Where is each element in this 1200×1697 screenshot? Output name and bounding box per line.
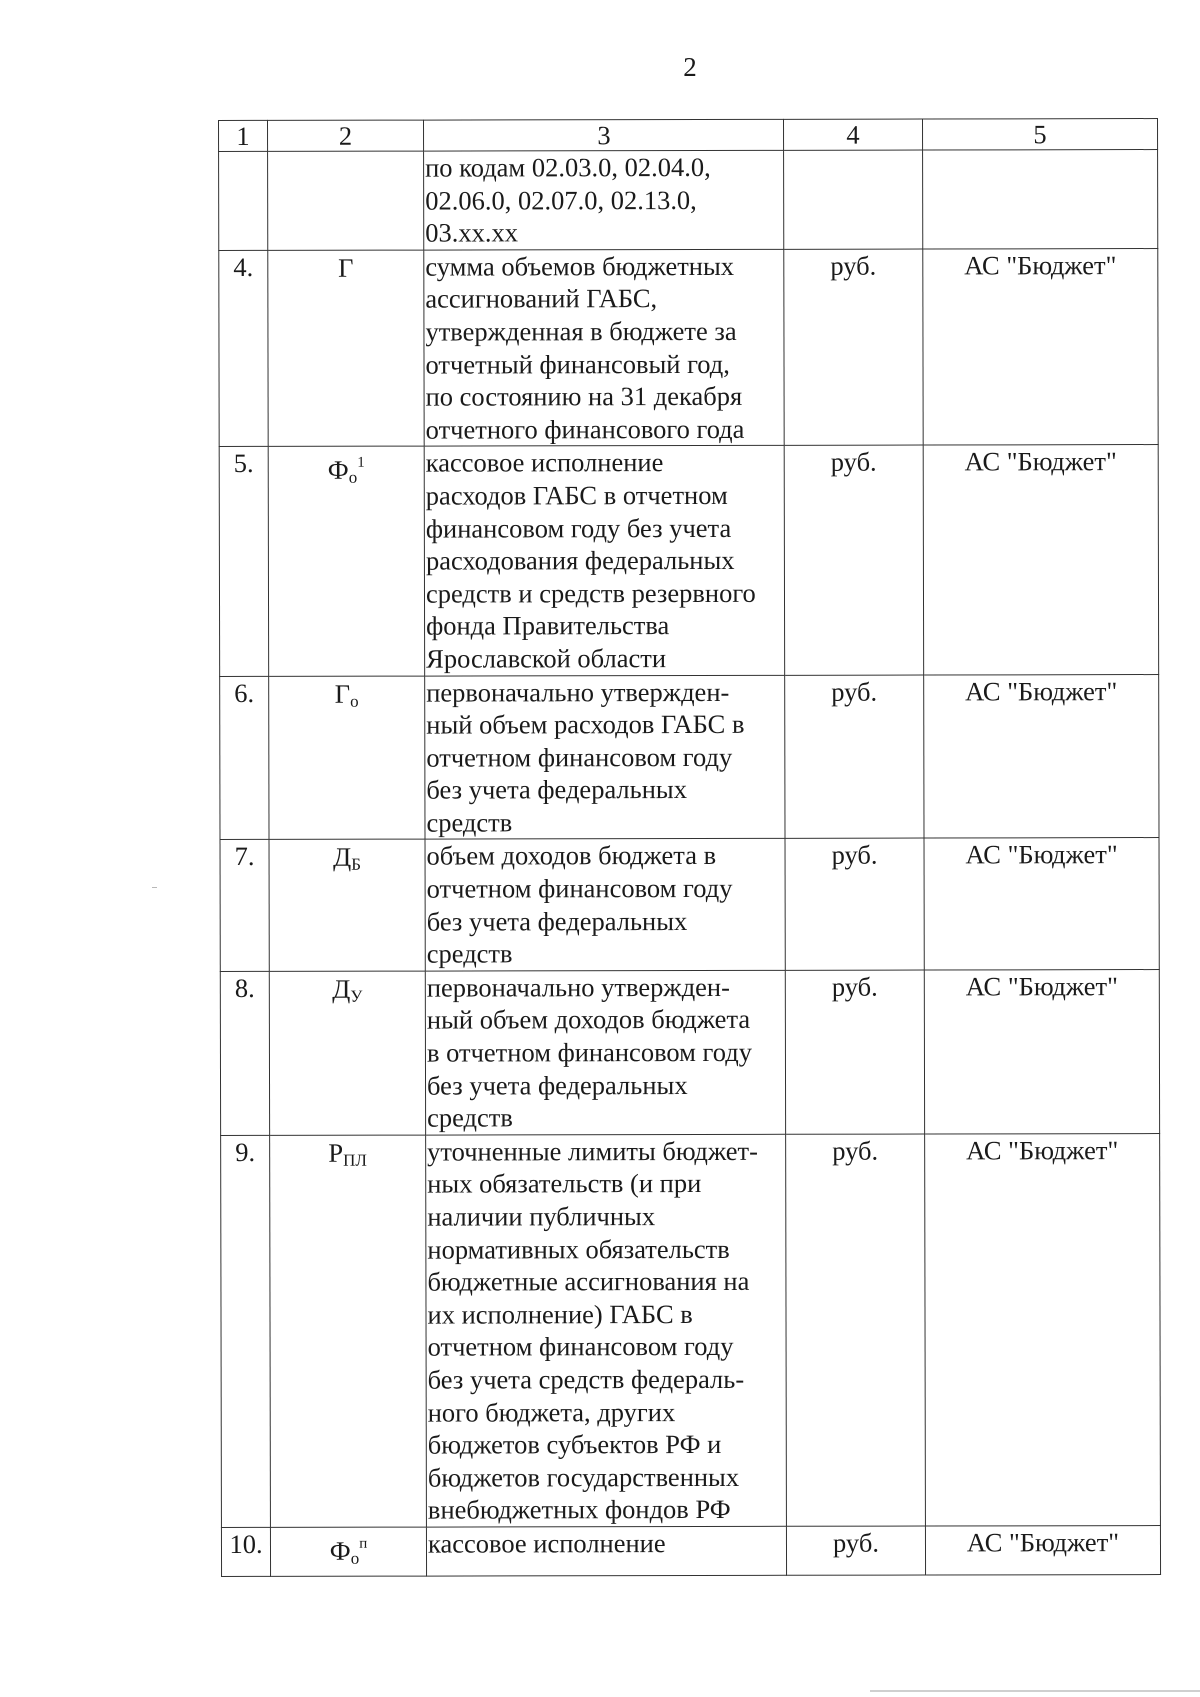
symbol-letter: Г <box>338 252 354 283</box>
table-row <box>220 674 1159 840</box>
row-number: 5. <box>219 447 268 676</box>
page-number: 2 <box>683 52 697 82</box>
indicator-symbol <box>268 151 424 250</box>
unit-of-measure: руб. <box>785 838 924 970</box>
data-source: АС "Бюджет" <box>925 1133 1161 1526</box>
indicator-description: по кодам 02.03.0, 02.04.0, 02.06.0, 02.07.0, 02.13.0, 03.хх.хх <box>424 150 784 250</box>
symbol-letter: Г <box>334 678 351 709</box>
row-number: 7. <box>220 840 269 971</box>
indicator-symbol <box>269 676 425 840</box>
data-source: АС "Бюджет" <box>925 1525 1160 1574</box>
indicator-table <box>218 118 1161 1576</box>
symbol-subscript: о <box>350 691 359 711</box>
unit-of-measure: руб. <box>786 1526 925 1575</box>
table-row <box>220 969 1159 1135</box>
unit-of-measure: руб. <box>785 970 924 1134</box>
unit-of-measure: руб. <box>784 445 923 674</box>
indicator-symbol <box>268 250 424 447</box>
row-number: 10. <box>221 1527 270 1576</box>
unit-of-measure: руб. <box>785 675 924 839</box>
symbol-letter: Д <box>333 842 352 873</box>
table-row <box>221 1525 1160 1576</box>
symbol-subscript: У <box>350 986 363 1006</box>
indicator-description: первоначально утвержден- ный объем доходов бюджета в отчетном финансовом году без учета федеральных средств <box>425 970 785 1135</box>
indicator-description: кассовое исполнение расходов ГАБС в отчетном финансовом году без учета расходования федеральных средств и средств резервного фонда Правительства Ярославской области <box>424 446 784 676</box>
row-number: 9. <box>221 1135 271 1527</box>
scan-edge-mark <box>870 1690 1200 1692</box>
indicator-description: сумма объемов бюджетных ассигнований ГАБС, утвержденная в бюджете за отчетный финансовый год, по состоянию на 31 декабря отчетного финансового года <box>424 249 784 446</box>
table-row <box>220 838 1159 971</box>
table-row <box>219 248 1158 447</box>
unit-of-measure: руб. <box>784 249 923 446</box>
data-source: АС "Бюджет" <box>924 969 1159 1133</box>
table-row <box>221 1133 1161 1527</box>
unit-of-measure: руб. <box>786 1134 926 1526</box>
scan-artifact <box>152 887 157 888</box>
table-body <box>219 150 1161 1576</box>
indicator-symbol <box>270 1135 427 1527</box>
data-source: АС "Бюджет" <box>924 838 1159 970</box>
symbol-letter: Р <box>328 1137 344 1168</box>
data-source: АС "Бюджет" <box>923 445 1158 675</box>
indicator-description: объем доходов бюджета в отчетном финансовом году без учета федеральных средств <box>425 839 785 971</box>
indicator-description: первоначально утвержден- ный объем расходов ГАБС в отчетном финансовом году без учета федеральных средств <box>425 675 785 840</box>
table-header-row <box>219 119 1158 152</box>
row-number: 8. <box>220 971 269 1135</box>
indicator-description: кассовое исполнение <box>426 1526 786 1575</box>
data-source: АС "Бюджет" <box>923 248 1158 445</box>
symbol-superscript: 1 <box>357 455 365 472</box>
symbol-subscript: о <box>348 468 358 488</box>
indicator-description: уточненные лимиты бюджет- ных обязательств (и при наличии публичных нормативных обязательств бюджетные ассигнования на их исполнение) ГАБС в отчетном финансовом году без учета средств федераль- ного бюджета, других бюджетов субъектов РФ и бюджетов государственных внебюджетных фондов РФ <box>426 1134 787 1527</box>
table-row <box>219 150 1158 251</box>
indicator-symbol <box>269 840 425 972</box>
column-header-3: 3 <box>424 119 784 151</box>
symbol-subscript: ПЛ <box>343 1150 367 1170</box>
column-header-1: 1 <box>219 120 268 151</box>
row-number: 6. <box>220 676 269 840</box>
column-header-5: 5 <box>922 119 1157 150</box>
indicator-symbol <box>269 971 425 1135</box>
row-number: 4. <box>219 250 268 447</box>
symbol-superscript: п <box>359 1535 368 1552</box>
symbol-letter: Ф <box>327 455 349 486</box>
symbol-subscript: о <box>350 1548 360 1568</box>
row-number <box>219 151 268 250</box>
data-source: АС "Бюджет" <box>924 674 1159 838</box>
unit-of-measure <box>784 150 923 249</box>
table-row <box>219 445 1158 676</box>
symbol-letter: Д <box>332 973 351 1004</box>
column-header-4: 4 <box>783 119 922 150</box>
data-source <box>923 150 1158 249</box>
indicator-symbol <box>270 1527 426 1576</box>
symbol-subscript: Б <box>351 855 362 875</box>
indicator-symbol <box>268 446 424 675</box>
column-header-2: 2 <box>268 120 424 151</box>
symbol-letter: Ф <box>329 1535 351 1566</box>
